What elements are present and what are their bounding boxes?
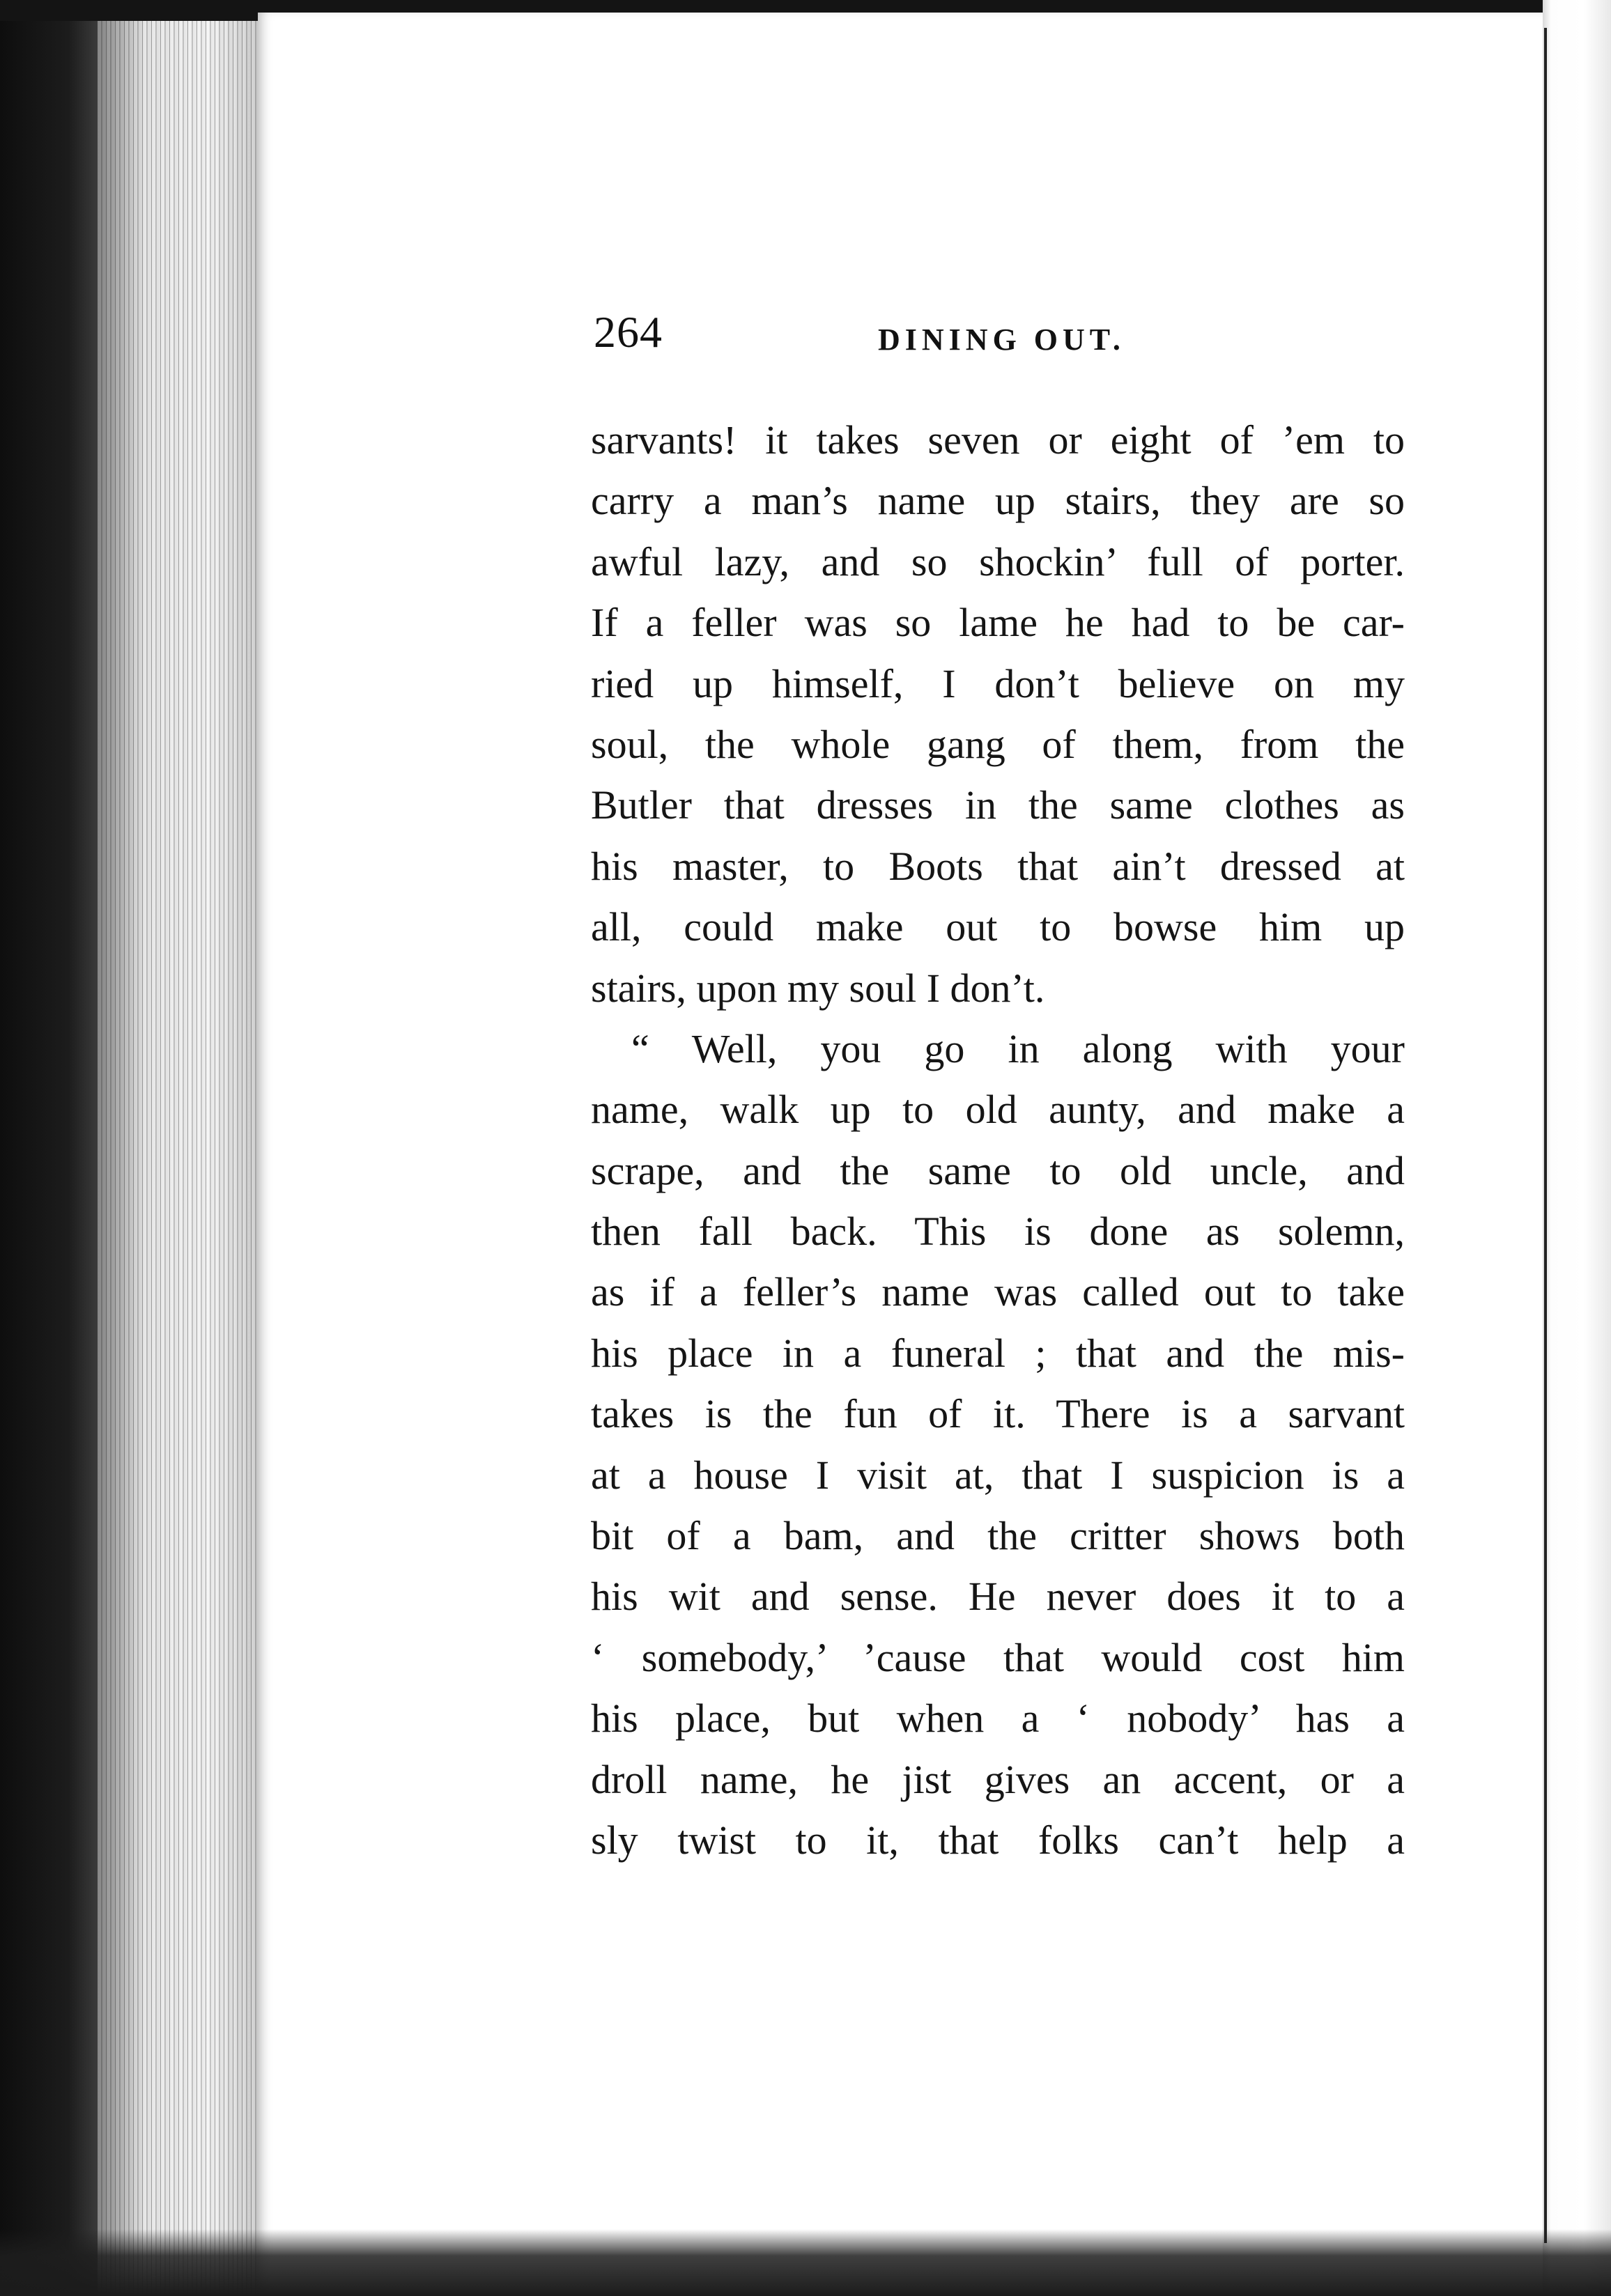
- scanner-background-bottom: [0, 2229, 1611, 2296]
- text-line: bit of a bam, and the critter shows both: [591, 1513, 1405, 1559]
- text-line: ried up himself, I don’t believe on my: [591, 660, 1405, 706]
- text-line: his place in a funeral ; that and the mis-: [591, 1330, 1405, 1376]
- text-line: carry a man’s name up stairs, they are so: [591, 478, 1405, 524]
- page-gutter-line: [1544, 28, 1547, 2243]
- text-line: his wit and sense. He never does it to a: [591, 1574, 1405, 1620]
- text-line: his place, but when a ‘ nobody’ has a: [591, 1696, 1405, 1742]
- next-leaf-edge: [1543, 0, 1611, 2296]
- text-line: sarvants! it takes seven or eight of ’em to: [591, 417, 1405, 463]
- running-head: DINING OUT.: [878, 323, 1125, 357]
- text-line: name, walk up to old aunty, and make a: [591, 1087, 1405, 1133]
- text-line: If a feller was so lame he had to be car-: [591, 600, 1405, 646]
- page-number: 264: [594, 307, 663, 357]
- text-line: all, could make out to bowse him up: [591, 904, 1405, 950]
- page-header: [594, 307, 1416, 362]
- text-line: soul, the whole gang of them, from the: [591, 721, 1405, 767]
- text-line: ‘ somebody,’ ’cause that would cost him: [591, 1634, 1405, 1680]
- text-line: scrape, and the same to old uncle, and: [591, 1147, 1405, 1193]
- paragraph-end-line: stairs, upon my soul I don’t.: [591, 965, 1045, 1011]
- text-line: his master, to Boots that ain’t dressed at: [591, 843, 1405, 889]
- scanner-background-left: [0, 0, 98, 2296]
- text-line: takes is the fun of it. There is a sarvant: [591, 1391, 1405, 1437]
- text-line: awful lazy, and so shockin’ full of porter.: [591, 538, 1405, 584]
- text-line: then fall back. This is done as solemn,: [591, 1209, 1405, 1255]
- text-line: at a house I visit at, that I suspicion is a: [591, 1452, 1405, 1498]
- text-line: droll name, he jist gives an accent, or a: [591, 1756, 1405, 1802]
- text-line: sly twist to it, that folks can’t help a: [591, 1817, 1405, 1863]
- body-text: [591, 410, 1405, 1870]
- text-line: as if a feller’s name was called out to take: [591, 1269, 1405, 1315]
- paragraph-start-line: “ Well, you go in along with your: [631, 1025, 1405, 1071]
- text-line: Butler that dresses in the same clothes as: [591, 782, 1405, 828]
- page-edge-shadow: [98, 0, 258, 2296]
